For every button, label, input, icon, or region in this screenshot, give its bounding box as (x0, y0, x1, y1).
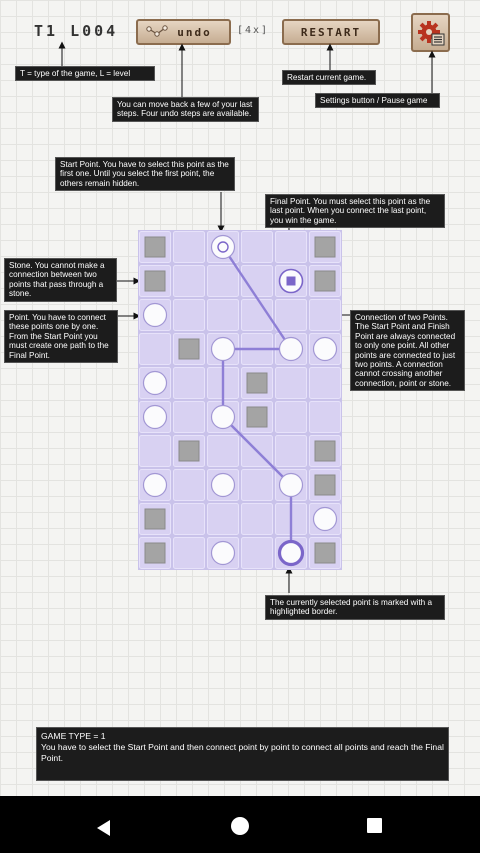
undo-info-note: You can move back a few of your last steps. Four undo steps are available. (112, 97, 259, 122)
game-type-title: GAME TYPE = 1 (41, 731, 106, 741)
board-cell[interactable] (276, 368, 307, 399)
board-cell[interactable] (310, 402, 341, 433)
selected-info-note: The currently selected point is marked with a highlighted border. (265, 595, 445, 620)
stone (315, 543, 335, 563)
undo-path-icon (146, 25, 168, 39)
board-cell[interactable] (276, 436, 307, 467)
gear-icon (416, 18, 446, 48)
undo-label: undo (177, 25, 212, 39)
point[interactable] (144, 304, 167, 327)
point[interactable] (144, 372, 167, 395)
home-icon[interactable] (231, 817, 249, 835)
board-cell[interactable] (208, 504, 239, 535)
board-cell[interactable] (174, 538, 205, 569)
board-cell[interactable] (140, 436, 171, 467)
board-cell[interactable] (174, 402, 205, 433)
board-cell[interactable] (242, 538, 273, 569)
point[interactable] (212, 338, 235, 361)
start-point[interactable] (212, 236, 235, 259)
game-type-box (36, 727, 449, 781)
restart-info-note: Restart current game. (282, 70, 376, 85)
stone (247, 373, 267, 393)
point[interactable] (280, 474, 303, 497)
board-cell[interactable] (242, 232, 273, 263)
level-info-note: T = type of the game, L = level (15, 66, 155, 81)
restart-button[interactable]: RESTART (282, 19, 380, 45)
undo-count: [4x] (237, 25, 270, 36)
point[interactable] (212, 406, 235, 429)
board-cell[interactable] (276, 402, 307, 433)
stone (315, 475, 335, 495)
settings-info-note: Settings button / Pause game (315, 93, 440, 108)
stone (145, 271, 165, 291)
stone (145, 509, 165, 529)
board-cell[interactable] (174, 232, 205, 263)
board-cell[interactable] (208, 300, 239, 331)
stone (179, 441, 199, 461)
start-point-info-note: Start Point. You have to select this point as the first one. Until you select the first point, the others remain hidden. (55, 157, 235, 191)
level-indicator: T1 L004 (34, 22, 119, 40)
final-point-info-note: Final Point. You must select this point as the last point. When you connect the last point, you win the game. (265, 194, 445, 228)
board-cell[interactable] (174, 300, 205, 331)
board-cell[interactable] (242, 504, 273, 535)
board-cell[interactable] (174, 266, 205, 297)
board-cell[interactable] (174, 470, 205, 501)
stone (315, 271, 335, 291)
stone (315, 237, 335, 257)
point[interactable] (314, 338, 337, 361)
selected-point[interactable] (280, 542, 303, 565)
point-info-note: Point. You have to connect these points one by one. From the Start Point you must create one path to the Final Point. (4, 310, 118, 363)
board-cell[interactable] (140, 334, 171, 365)
board-cell[interactable] (310, 368, 341, 399)
point[interactable] (144, 474, 167, 497)
point[interactable] (144, 406, 167, 429)
recent-apps-icon[interactable] (367, 818, 382, 833)
stone (145, 543, 165, 563)
point[interactable] (212, 474, 235, 497)
point[interactable] (280, 338, 303, 361)
board-cell[interactable] (208, 266, 239, 297)
undo-button[interactable] (136, 19, 231, 45)
board-cell[interactable] (242, 470, 273, 501)
game-type-description: You have to select the Start Point and then connect point by point to connect all points and reach the Final Point. (41, 742, 444, 763)
connection-info-note: Connection of two Points. The Start Point and Finish Point are always connected to only one point. All other points are connected to just two points. A connection cannot crossing another connection, point or stone. (350, 310, 465, 391)
board-cell[interactable] (276, 300, 307, 331)
point[interactable] (212, 542, 235, 565)
back-icon[interactable] (94, 818, 114, 838)
game-board (138, 230, 342, 570)
stone (247, 407, 267, 427)
final-point-marker (287, 277, 296, 286)
board-cell[interactable] (276, 232, 307, 263)
settings-button[interactable] (411, 13, 450, 52)
stone (145, 237, 165, 257)
stone (315, 441, 335, 461)
board-cell[interactable] (174, 368, 205, 399)
stone-info-note: Stone. You cannot make a connection between two points that pass through a stone. (4, 258, 117, 302)
point[interactable] (314, 508, 337, 531)
board-cell[interactable] (174, 504, 205, 535)
stone (179, 339, 199, 359)
board-cell[interactable] (208, 436, 239, 467)
board-cell[interactable] (310, 300, 341, 331)
